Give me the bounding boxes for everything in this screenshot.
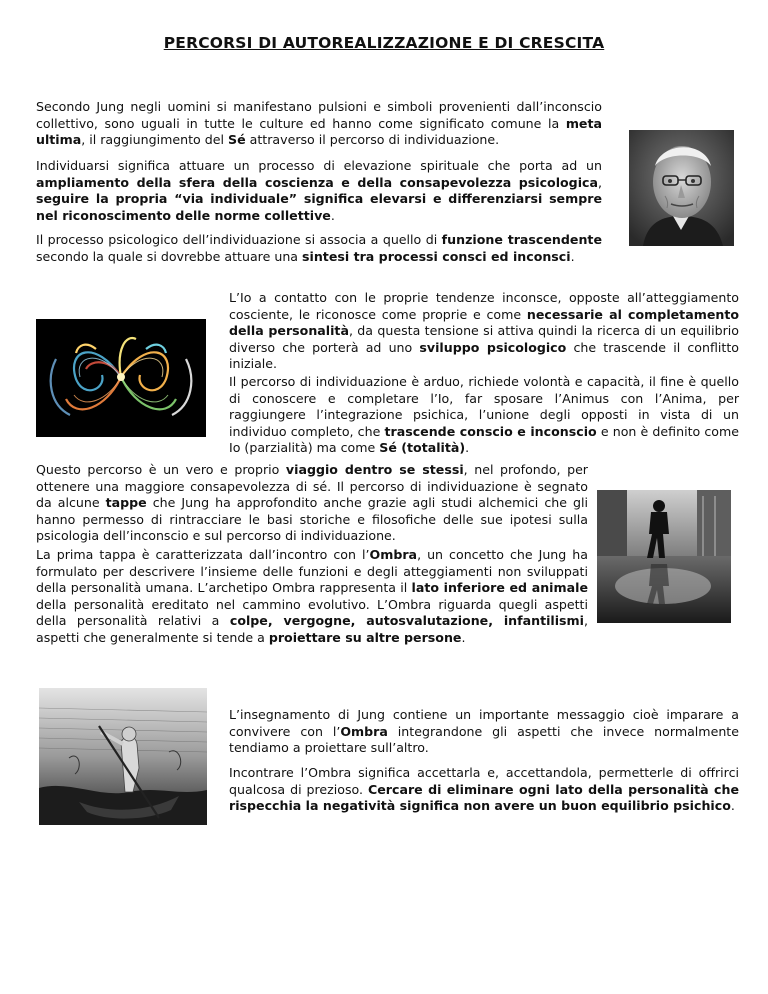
shadow-walker-image [597,490,731,623]
bold-text: necessarie al completamento della personalità [229,306,739,338]
bold-text: trascende conscio e inconscio [384,423,597,439]
text-run: , aspetti che generalmente si tende a [36,613,588,645]
bold-text: viaggio dentro se stessi [285,462,464,477]
bold-text: sviluppo psicologico [419,339,567,355]
text-run: . [465,440,470,455]
paragraph-9 [229,765,739,815]
text-run: secondo la quale si dovrebbe attuare una [36,248,303,264]
paragraph-6 [36,462,588,545]
bold-text: Cercare di eliminare ogni lato della personalità che rispecchia la negatività significa non avere un buon equilibrio psichico [229,781,739,813]
text-run: , il raggiungimento del [81,132,228,147]
jung-portrait-image [629,130,734,246]
paragraph-2 [36,158,602,224]
text-run: La prima tappa è caratterizzata dall’incontro con l’ [36,547,370,562]
paragraph-5 [229,374,739,457]
text-run: e non è definito come Io (parzialità) ma come [229,423,739,455]
text-run: attraverso il percorso di individuazione. [245,132,500,147]
paragraph-7 [36,547,588,646]
text-run: Il processo psicologico dell’individuazione si associa a quello di [36,232,442,247]
paragraph-4 [229,290,739,373]
text-run: Secondo Jung negli uomini si manifestano pulsioni e simboli provenienti dall’inconscio collettivo, sono uguali in tutte le culture ed hanno come significato comune la [36,99,602,131]
paragraph-8 [229,707,739,757]
text-run: L’Io a contatto con le proprie tendenze inconsce, opposte all’atteggiamento cosciente, le riconosce come proprie e come [229,290,739,322]
text-run: . [570,248,575,264]
bold-text: ampliamento della sfera della coscienza e della consapevolezza psicologica [36,174,598,190]
bold-text: funzione trascendente [441,232,602,247]
charon-engraving-image [39,688,207,825]
paragraph-3 [36,232,602,265]
text-run: L’insegnamento di Jung contiene un importante messaggio cioè imparare a convivere con l’ [229,707,739,739]
bold-text: Ombra [369,547,418,562]
text-run: . [730,798,735,813]
text-run: della personalità ereditato nel cammino evolutivo. L’Ombra riguarda quegli aspetti della personalità relativi a [36,596,588,628]
text-run: Il percorso di individuazione è arduo, richiede volontà e capacità, il fine è quello di conoscere e completare l’Io, far sposare l’Animus con l’Anima, per raggiungere l’integrazione psichica, l’unione degli opposti in vista di un individuo completo, che [229,374,739,439]
text-run: Questo percorso è un vero e proprio [36,462,286,477]
bold-text: colpe, vergogne, autosvalutazione, infantilismi [229,613,584,628]
text-run: Individuarsi significa attuare un processo di elevazione spirituale che porta ad un [36,158,602,173]
text-run: , da questa tensione si attiva quindi la ricerca di un equilibrio diverso che porterà ad uno [229,323,739,355]
text-run: , [597,174,602,190]
bold-text: Ombra [340,723,388,739]
bold-text: lato inferiore ed animale [411,580,588,595]
bold-text: proiettare su altre persone [268,629,462,645]
text-run: Incontrare l’Ombra significa accettarla e, accettandola, permetterle di offrirci qualcosa di prezioso. [229,765,739,797]
fractal-image [36,319,206,437]
text-run: , nel profondo, per ottenere una maggiore consapevolezza di sé. Il percorso di individuazione è segnato da alcune [36,462,588,510]
bold-text: tappe [105,495,147,510]
text-run: . [330,207,335,223]
bold-text: Sé (totalità) [379,440,466,455]
bold-text: seguire la propria “via individuale” significa elevarsi e differenziarsi sempre nel riconoscimento delle norme collettive [36,191,602,223]
paragraph-1 [36,99,602,149]
text-run: , un concetto che Jung ha formulato per descrivere l’insieme delle funzioni e degli atteggiamenti non sviluppati della personalità umana. L’archetipo Ombra rappresenta il [36,547,588,595]
text-run: che Jung ha approfondito anche grazie agli studi alchemici che gli hanno permesso di rintracciare le basi storiche e filosofiche delle sue ipotesi sulla psicologia dell’inconscio e sul percorso di individuazione. [36,495,588,543]
bold-text: sintesi tra processi consci ed inconsci [302,248,571,264]
bold-text: meta ultima [36,115,602,147]
bold-text: Sé [228,132,246,147]
text-run: . [461,629,466,645]
text-run: che trascende il conflitto iniziale. [229,339,739,371]
page-title: PERCORSI DI AUTOREALIZZAZIONE E DI CRESCITA [163,34,605,52]
text-run: integrandone gli aspetti che invece normalmente tendiamo a proiettare sull’altro. [229,723,739,755]
